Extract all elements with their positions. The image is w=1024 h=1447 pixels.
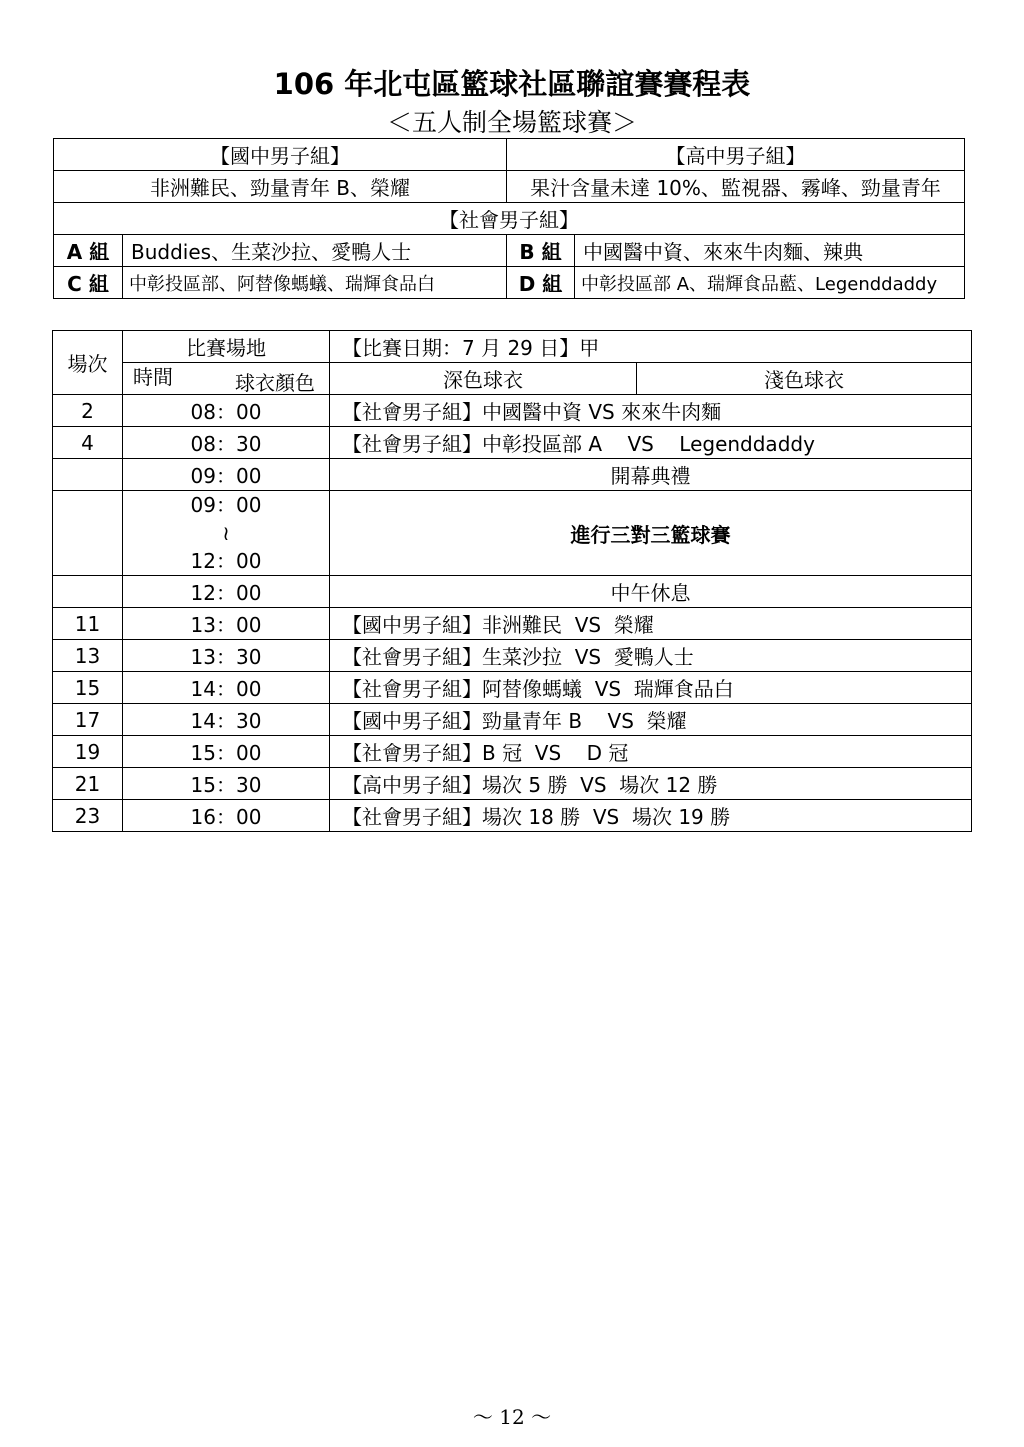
junior-group-teams: 非洲難民、勁量青年 B、榮耀 [54, 171, 507, 203]
match-number: 2 [53, 395, 123, 427]
senior-group-teams: 果汁含量未達 10%、監視器、霧峰、勁量青年 [507, 171, 965, 203]
page-number: ～ 12 ～ [472, 1405, 552, 1429]
match-description: 【社會男子組】阿替像螞蟻 VS 瑞輝食品白 [330, 672, 972, 704]
match-number [53, 576, 123, 608]
match-description: 【社會男子組】場次 18 勝 VS 場次 19 勝 [330, 800, 972, 832]
match-time: 14：30 [123, 704, 330, 736]
match-time: 08：00 [123, 395, 330, 427]
social-group-header: 【社會男子組】 [54, 203, 965, 235]
group-label: A 組 [54, 235, 123, 267]
opening-ceremony: 開幕典禮 [330, 459, 972, 491]
group-teams: 中彰投區部 A、瑞輝食品藍、Legenddaddy [575, 267, 965, 299]
groups-table [53, 138, 965, 299]
match-number-header: 場次 [53, 331, 123, 395]
table-row [53, 491, 972, 576]
schedule-subheader-row [53, 363, 972, 395]
match-time: 15：00 [123, 736, 330, 768]
time-start: 09：00 [190, 493, 262, 517]
match-time: 08：30 [123, 427, 330, 459]
match-number: 17 [53, 704, 123, 736]
lunch-break: 中午休息 [330, 576, 972, 608]
group-teams: 中國醫中資、來來牛肉麵、辣典 [575, 235, 965, 267]
match-description: 【社會男子組】生菜沙拉 VS 愛鴨人士 [330, 640, 972, 672]
match-time: 13：00 [123, 608, 330, 640]
match-number: 19 [53, 736, 123, 768]
time-label: 時間 [133, 365, 173, 389]
table-row [53, 427, 972, 459]
venue-header: 比賽場地 [123, 331, 330, 363]
match-number: 11 [53, 608, 123, 640]
table-row [53, 768, 972, 800]
match-time: 16：00 [123, 800, 330, 832]
table-row [53, 672, 972, 704]
match-number: 23 [53, 800, 123, 832]
page-title: 106 年北屯區籃球社區聯誼賽賽程表 [273, 67, 751, 101]
social-groups-row [54, 235, 965, 267]
group-teams: Buddies、生菜沙拉、愛鴨人士 [123, 235, 507, 267]
table-row [53, 576, 972, 608]
schedule-table [52, 330, 972, 832]
social-groups-row [54, 267, 965, 299]
time-end: 12：00 [190, 549, 262, 573]
match-time: 15：30 [123, 768, 330, 800]
match-number: 4 [53, 427, 123, 459]
group-label: C 組 [54, 267, 123, 299]
match-description: 【社會男子組】中彰投區部 A VS Legenddaddy [330, 427, 972, 459]
group-teams: 中彰投區部、阿替像螞蟻、瑞輝食品白 [123, 267, 507, 299]
group-label: B 組 [507, 235, 575, 267]
jersey-color-label: 球衣顏色 [235, 371, 315, 395]
table-row [53, 459, 972, 491]
match-time-range [123, 491, 330, 576]
match-description: 【社會男子組】中國醫中資 VS 來來牛肉麵 [330, 395, 972, 427]
match-time: 09：00 [123, 459, 330, 491]
page-subtitle: ＜五人制全場籃球賽＞ [386, 108, 637, 137]
match-number: 21 [53, 768, 123, 800]
date-header: 【比賽日期：7 月 29 日】甲 [330, 331, 972, 363]
match-number [53, 459, 123, 491]
match-description: 【高中男子組】場次 5 勝 VS 場次 12 勝 [330, 768, 972, 800]
schedule-header-row [53, 331, 972, 363]
match-description: 【國中男子組】非洲難民 VS 榮耀 [330, 608, 972, 640]
three-on-three-event: 進行三對三籃球賽 [330, 491, 972, 576]
table-row [53, 800, 972, 832]
match-number: 13 [53, 640, 123, 672]
color-time-header [123, 363, 330, 395]
match-description: 【社會男子組】B 冠 VS D 冠 [330, 736, 972, 768]
junior-group-header: 【國中男子組】 [54, 139, 507, 171]
table-row [53, 704, 972, 736]
table-row [53, 608, 972, 640]
groups-teams-row [54, 171, 965, 203]
table-row [53, 640, 972, 672]
groups-header-row [54, 139, 965, 171]
match-number: 15 [53, 672, 123, 704]
match-time: 13：30 [123, 640, 330, 672]
dark-jersey-header: 深色球衣 [330, 363, 637, 395]
match-time: 12：00 [123, 576, 330, 608]
light-jersey-header: 淺色球衣 [637, 363, 972, 395]
table-row [53, 736, 972, 768]
match-number [53, 491, 123, 576]
social-header-row [54, 203, 965, 235]
group-label: D 組 [507, 267, 575, 299]
match-description: 【國中男子組】勁量青年 B VS 榮耀 [330, 704, 972, 736]
table-row [53, 395, 972, 427]
senior-group-header: 【高中男子組】 [507, 139, 965, 171]
time-separator: ≀ [222, 521, 230, 545]
match-time: 14：00 [123, 672, 330, 704]
